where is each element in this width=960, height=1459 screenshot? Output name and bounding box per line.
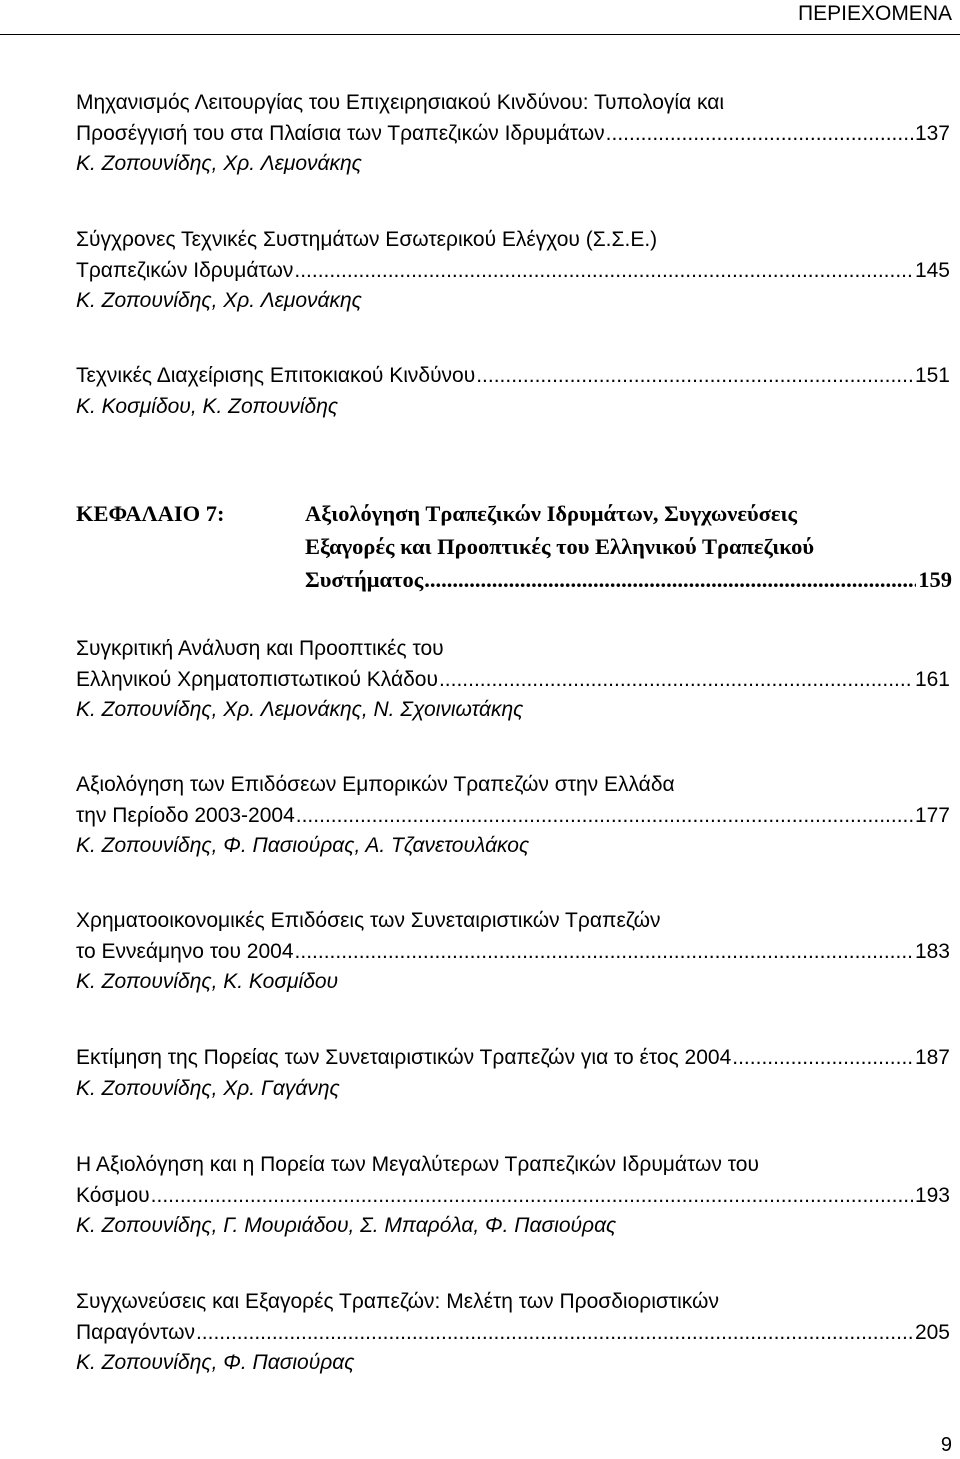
toc-entry-page-number: 161 <box>914 667 950 691</box>
dot-leader <box>151 1181 913 1212</box>
toc-entry-title-line: Χρηματοοικονομικές Επιδόσεις των Συνεταιριστικών Τραπεζών <box>76 909 661 932</box>
toc-entry-title-last-line <box>76 1318 950 1349</box>
toc-entry[interactable] <box>76 634 950 726</box>
toc-entry-page-number: 151 <box>914 364 950 387</box>
toc-entry-page-number: 187 <box>914 1046 950 1069</box>
toc-entry[interactable] <box>76 906 950 998</box>
toc-entry-authors: Κ. Κοσμίδου, Κ. Ζοπουνίδης <box>76 394 339 418</box>
toc-entry-title-text: Εκτίμηση της Πορείας των Συνεταιριστικών Τραπεζών για το έτος 2004 <box>76 1046 732 1069</box>
toc-entry-authors: Κ. Ζοπουνίδης, Φ. Πασιούρας <box>76 1351 355 1374</box>
toc-entry[interactable] <box>76 1287 950 1379</box>
chapter-title-line: Εξαγορές και Προοπτικές του Ελληνικού Τραπεζικού <box>305 534 814 559</box>
toc-entry-authors: Κ. Ζοπουνίδης, Φ. Πασιούρας, Α. Τζανετουλάκος <box>76 834 530 857</box>
toc-entry-title-last-line <box>76 1181 950 1212</box>
dot-leader <box>476 361 913 392</box>
chapter-title-last-line <box>305 563 952 596</box>
toc-entry-title-last-line <box>76 361 950 392</box>
toc-entry-title-line: Μηχανισμός Λειτουργίας του Επιχειρησιακού Κινδύνου: Τυπολογία και <box>76 91 725 114</box>
toc-entry[interactable] <box>76 1043 950 1104</box>
toc-entry-title-last-line <box>76 937 950 968</box>
toc-entry-page-number: 145 <box>914 258 950 282</box>
toc-entry[interactable] <box>76 225 950 317</box>
chapter-label: ΚΕΦΑΛΑΙΟ 7: <box>76 501 225 526</box>
toc-entry-title-line: Αξιολόγηση των Επιδόσεων Εμπορικών Τραπεζών στην Ελλάδα <box>76 773 675 796</box>
toc-entry-title-text: Ελληνικού Χρηματοπιστωτικού Κλάδου <box>76 667 438 691</box>
toc-entry[interactable] <box>76 361 950 422</box>
toc-entry-title-line: Συγκριτική Ανάλυση και Προοπτικές του <box>76 637 444 660</box>
chapter-page-number: 159 <box>918 567 952 592</box>
toc-entry-authors: Κ. Ζοπουνίδης, Χρ. Λεμονάκης, Ν. Σχοινιωτάκης <box>76 698 524 721</box>
dot-leader <box>606 119 913 150</box>
toc-entry-title-last-line <box>76 1043 950 1074</box>
toc-entry-title-last-line <box>76 256 950 287</box>
header-divider <box>0 34 960 35</box>
toc-entry-title-text: Προσέγγισή του στα Πλαίσια των Τραπεζικών Ιδρυμάτων <box>76 121 605 145</box>
dot-leader <box>439 665 913 696</box>
toc-entry-title-line: Η Αξιολόγηση και η Πορεία των Μεγαλύτερων Τραπεζικών Ιδρυμάτων του <box>76 1153 759 1176</box>
dot-leader <box>196 1318 913 1349</box>
page-number: 9 <box>940 1434 952 1456</box>
toc-entry-title-last-line <box>76 119 950 150</box>
toc-entry-title-line: Συγχωνεύσεις και Εξαγορές Τραπεζών: Μελέτη των Προσδιοριστικών <box>76 1290 719 1313</box>
chapter-title-text: Συστήματος <box>305 567 424 592</box>
toc-entry-page-number: 177 <box>914 803 950 827</box>
toc-entry-authors: Κ. Ζοπουνίδης, Γ. Μουριάδου, Σ. Μπαρόλα, Φ. Πασιούρας <box>76 1214 617 1237</box>
toc-entry-title-text: Τεχνικές Διαχείρισης Επιτοκιακού Κινδύνου <box>76 364 476 387</box>
dot-leader <box>732 1043 913 1074</box>
toc-entry-title-last-line <box>76 665 950 696</box>
dot-leader <box>294 256 913 287</box>
dot-leader <box>295 937 913 968</box>
toc-entry-title-text: Κόσμου <box>76 1183 150 1207</box>
toc-entry-authors: Κ. Ζοπουνίδης, Κ. Κοσμίδου <box>76 970 339 993</box>
dot-leader <box>424 563 916 596</box>
toc-entry-title-last-line <box>76 801 950 832</box>
toc-entry-title-text: Παραγόντων <box>76 1320 195 1344</box>
chapter-title-line: Αξιολόγηση Τραπεζικών Ιδρυμάτων, Συγχωνεύσεις <box>305 501 797 526</box>
toc-entry-page-number: 205 <box>914 1320 950 1344</box>
toc-entry[interactable] <box>76 88 950 180</box>
toc-entry-authors: Κ. Ζοπουνίδης, Χρ. Λεμονάκης <box>76 152 362 175</box>
toc-entry-authors: Κ. Ζοπουνίδης, Χρ. Γαγάνης <box>76 1076 340 1100</box>
toc-entry-title-text: το Εννεάμηνο του 2004 <box>76 939 294 963</box>
page-header-title: ΠΕΡΙΕΧΟΜΕΝΑ <box>797 2 952 25</box>
toc-entry-page-number: 137 <box>914 121 950 145</box>
toc-entry-title-line: Σύγχρονες Τεχνικές Συστημάτων Εσωτερικού Ελέγχου (Σ.Σ.Ε.) <box>76 228 658 251</box>
toc-entry-title-text: την Περίοδο 2003-2004 <box>76 803 295 827</box>
toc-entry[interactable] <box>76 770 950 862</box>
toc-entry[interactable] <box>76 1150 950 1242</box>
toc-entry-title-text: Τραπεζικών Ιδρυμάτων <box>76 258 294 282</box>
toc-entry-page-number: 183 <box>914 939 950 963</box>
toc-entry-authors: Κ. Ζοπουνίδης, Χρ. Λεμονάκης <box>76 289 362 312</box>
toc-entry-page-number: 193 <box>914 1183 950 1207</box>
chapter-title <box>305 497 952 596</box>
dot-leader <box>296 801 913 832</box>
